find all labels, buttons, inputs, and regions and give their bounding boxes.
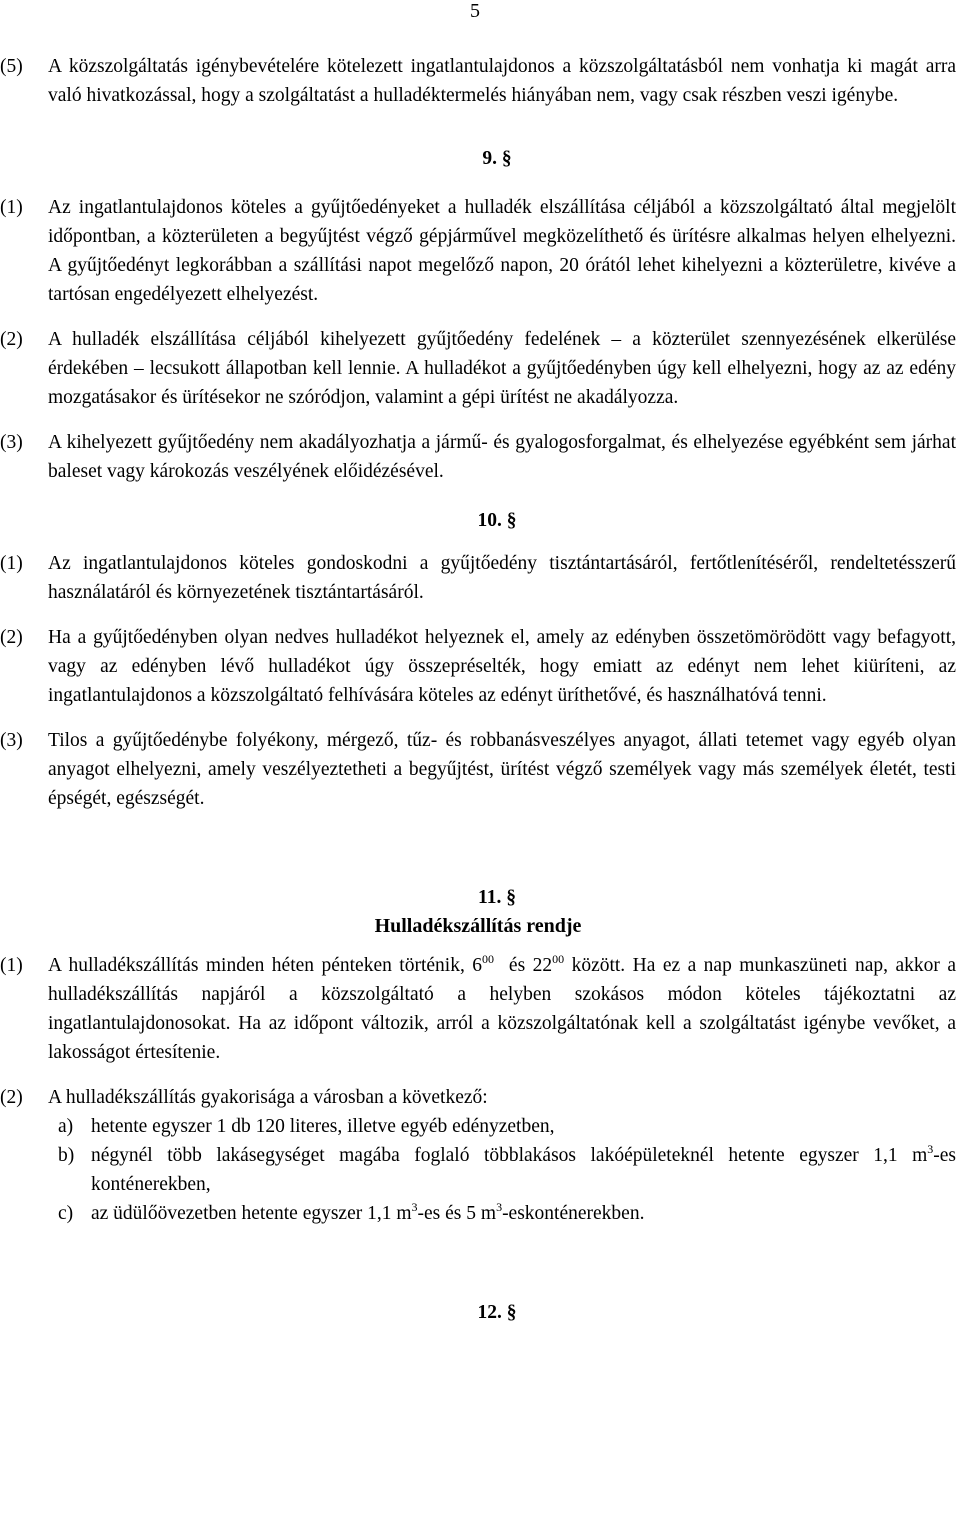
section-9-paragraph-1 [0,193,956,309]
list-label: c) [58,1203,74,1224]
paragraph-text: A hulladékszállítás gyakorisága a városban a következő: [48,1087,488,1108]
section-11-heading: 11. § [478,887,516,908]
paragraph-number: (1) [0,955,23,976]
paragraph-number: (3) [0,432,23,453]
paragraph-text: Tilos a gyűjtőedénybe folyékony, mérgező, tűz- és robbanásveszélyes anyagot, állati tetemet vagy egyéb olyan anyagot elhelyezni, amely veszélyeztetheti a begyűjtést, ürítést végző személyek vagy más személyek életét, testi épségét, egészségét. [48,730,956,809]
paragraph-number: (2) [0,1087,23,1108]
list-text [91,1199,956,1228]
paragraph-text: A közszolgáltatás igénybevételére kötelezett ingatlantulajdonos a közszolgáltatásból nem vonhatja ki magát arra való hivatkozással, hogy a szolgáltatást a hulladéktermelés hiányában nem, vagy csak részben veszi igénybe. [48,56,956,106]
list-text [91,1141,956,1199]
paragraph-text: A kihelyezett gyűjtőedény nem akadályozhatja a jármű- és gyalogosforgalmat, és elhelyezése egyébként sem járhat baleset vagy károkozás veszélyének előidézésével. [48,432,956,482]
paragraph-text: Az ingatlantulajdonos köteles gondoskodni a gyűjtőedény tisztántartásáról, fertőtlenítéséről, rendeltetésszerű használatáról és környezetének tisztántartásáról. [48,553,956,603]
section-11-title: Hulladékszállítás rendje [374,915,582,937]
document-body [0,52,956,1327]
section-11-paragraph-1 [0,951,956,1067]
section-10-paragraph-2 [0,623,956,710]
paragraph-number: (1) [0,553,23,574]
paragraph-text: A hulladék elszállítása céljából kihelyezett gyűjtőedény fedelének – a közterület szennyezésének elkerülése érdekében – lecsukott állapotban kell lennie. A hulladékot a gyűjtőedényben úgy kell elhelyezni, hogy az az edény mozgatásakor és ürítésekor ne szóródjon, valamint a gépi ürítést ne akadályozza. [48,329,956,408]
text-run: -eskonténerekben. [502,1203,645,1224]
text-run: -es konténerekben, [91,1145,956,1195]
paragraph-5 [0,52,956,110]
text-run: -es és 5 m [417,1203,497,1224]
section-10-heading: 10. § [477,510,517,531]
list-label: b) [58,1145,75,1166]
paragraph-number: (2) [0,329,23,350]
section-9-heading: 9. § [482,148,512,169]
paragraph-number: (5) [0,56,23,77]
list-item-a [58,1112,956,1141]
paragraph-text: Ha a gyűjtőedényben olyan nedves hulladékot helyeznek el, amely az edényben összetömörödött vagy befagyott, vagy az edényben lévő hulladékot úgy összepréselték, hogy emiatt az edényt nem lehet kiüríteni, az ingatlantulajdonos a közszolgáltató felhívására köteles az edényt üríthetővé, és használhatóvá tenni. [48,627,956,706]
text-run: A hulladékszállítás minden héten pénteken történik, 6 [48,955,483,976]
superscript: 3 [496,1200,503,1214]
section-11-paragraph-2 [0,1083,956,1112]
superscript: 3 [411,1200,418,1214]
list-label: a) [58,1116,74,1137]
list-text: hetente egyszer 1 db 120 literes, illetve egyéb edényzetben, [91,1116,555,1137]
paragraph-number: (3) [0,730,23,751]
section-10-paragraph-3 [0,726,956,813]
paragraph-number: (2) [0,627,23,648]
text-run: négynél több lakásegységet magába foglaló többlakásos lakóépületeknél hetente egyszer 1,1 m [91,1145,928,1166]
superscript: 00 [482,952,495,966]
paragraph-text: Az ingatlantulajdonos köteles a gyűjtőedényeket a hulladék elszállítása céljából a közszolgáltató által megjelölt időpontban, a közterületen a begyűjtést végző gépjárművel megközelíthető és ürítésre alkalmas helyen elhelyezni. A gyűjtőedényt legkorábban a szállítási napot megelőző napon, 20 órától lehet kihelyezni a közterületre, kivéve a tartósan engedélyezett elhelyezést. [48,197,956,305]
page-number: 5 [470,0,480,22]
text-run: között. Ha ez a nap munkaszüneti nap, akkor a hulladékszállítás napjáról a közszolgáltató a helyben szokásos módon köteles tájékoztatni az ingatlantulajdonosokat. Ha az időpont változik, arról a közszolgáltatónak kell a szolgáltatást igénybe vevőket, a lakosságot értesítenie. [48,955,957,1063]
section-9-paragraph-3 [0,428,956,486]
superscript: 3 [927,1142,934,1156]
paragraph-text [48,951,956,1067]
text-run: és 22 [494,955,553,976]
paragraph-number: (1) [0,197,23,218]
section-12-heading: 12. § [477,1302,517,1323]
list-item-c [58,1199,956,1228]
list-item-b [58,1141,956,1199]
section-10-paragraph-1 [0,549,956,607]
superscript: 00 [552,952,565,966]
text-run: az üdülőövezetben hetente egyszer 1,1 m [91,1203,412,1224]
section-9-paragraph-2 [0,325,956,412]
